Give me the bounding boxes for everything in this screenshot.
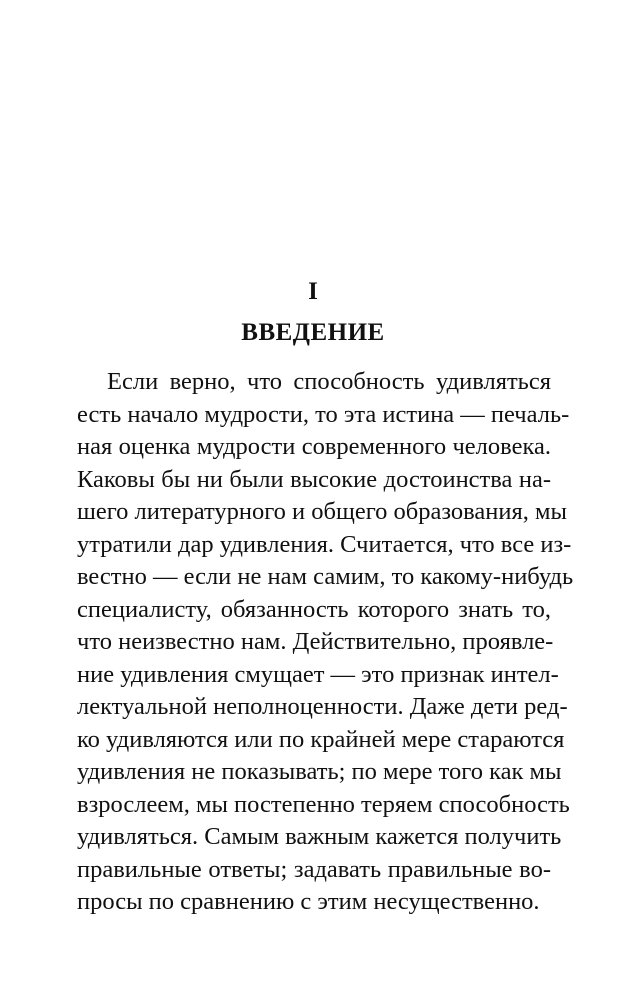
text-line: шего литературного и общего образования, мы [77, 498, 567, 525]
text-line: что неизвестно нам. Действительно, проявле- [77, 628, 554, 655]
text-line: утратили дар удивления. Считается, что все из- [77, 530, 572, 558]
text-line: просы по сравнению с этим несущественно. [77, 888, 540, 915]
text-line: Если верно, что способность удивляться [107, 368, 551, 395]
text-line: есть начало мудрости, то эта истина — печаль- [77, 400, 570, 428]
text-line: ко удивляются или по крайней мере стараются [77, 725, 565, 753]
chapter-title: ВВЕДЕНИЕ [241, 319, 385, 346]
text-line: вестно — если не нам самим, то какому-нибудь [77, 563, 574, 590]
text-line: правильные ответы; задавать правильные во- [77, 855, 551, 883]
text-line: лектуальной неполноценности. Даже дети ред- [77, 693, 568, 720]
chapter-number: I [308, 278, 318, 305]
text-line: удивления не показывать; по мере того как мы [77, 758, 562, 785]
text-line: Каковы бы ни были высокие достоинства на- [77, 465, 551, 493]
text-line: удивляться. Самым важным кажется получить [77, 823, 562, 850]
text-line: взрослеем, мы постепенно теряем способность [77, 790, 570, 818]
text-line: ние удивления смущает — это признак интел- [77, 660, 559, 688]
text-line: специалисту, обязанность которого знать то, [77, 595, 551, 623]
text-line: ная оценка мудрости современного человека. [77, 433, 551, 460]
paragraph [77, 366, 574, 919]
